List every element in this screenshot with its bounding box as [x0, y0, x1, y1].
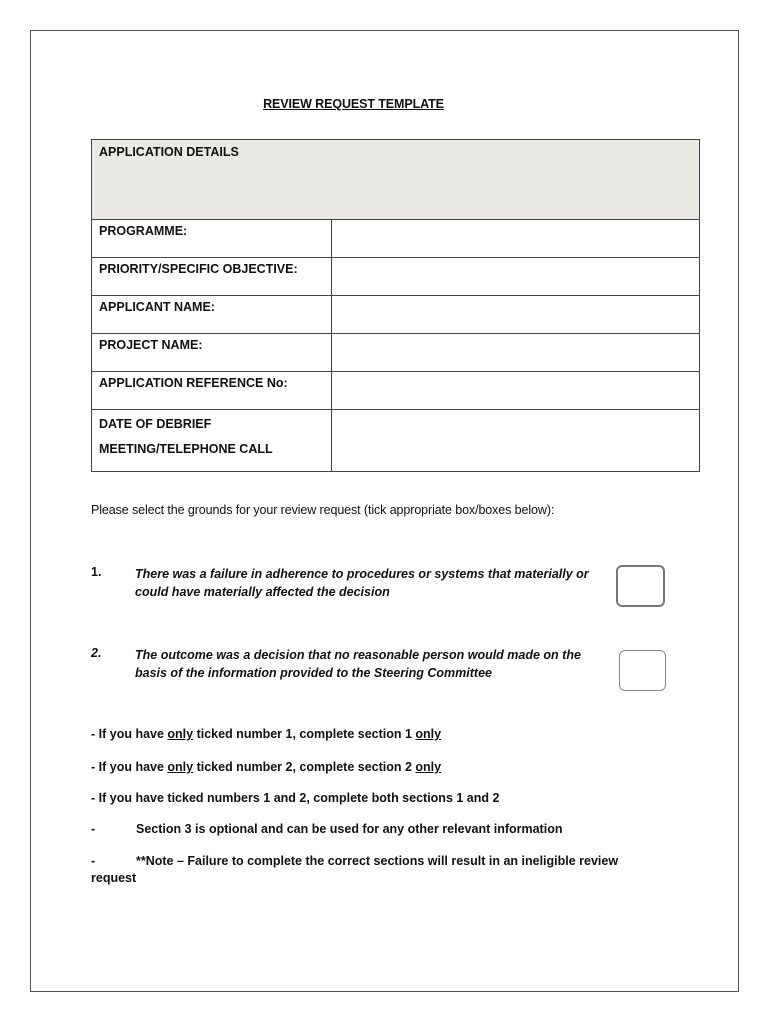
debrief-date-label — [92, 410, 332, 472]
applicant-name-field[interactable] — [332, 296, 700, 334]
ground-text: The outcome was a decision that no reasonable person would made on the basis of the information provided to the Steering Committee — [135, 648, 581, 680]
note-text: **Note – Failure to complete the correct sections will result in an ineligible review — [136, 854, 619, 868]
debrief-date-field[interactable] — [332, 410, 700, 472]
ground-1-checkbox[interactable] — [616, 565, 665, 607]
table-row — [92, 372, 700, 410]
note-both-sections: - If you have ticked numbers 1 and 2, complete both sections 1 and 2 — [91, 791, 500, 805]
note-text: Section 3 is optional and can be used for any other relevant information — [136, 822, 563, 836]
programme-field[interactable] — [332, 220, 700, 258]
application-details-table — [91, 139, 700, 472]
ground-number: 1. — [91, 565, 102, 579]
debrief-date-label-line1: DATE OF DEBRIEF — [99, 417, 212, 431]
ground-number: 2. — [91, 646, 102, 660]
only-emphasis: only — [167, 760, 194, 774]
project-name-label: PROJECT NAME: — [92, 334, 332, 372]
note-section-2: - If you have only ticked number 2, complete section 2 only — [91, 760, 442, 774]
ground-2-checkbox[interactable] — [619, 650, 666, 691]
table-row — [92, 410, 700, 472]
grounds-instruction: Please select the grounds for your review request (tick appropriate box/boxes below): — [91, 503, 555, 517]
document-title: REVIEW REQUEST TEMPLATE — [263, 97, 444, 111]
only-emphasis: only — [167, 727, 194, 741]
note-section-1: - If you have only ticked number 1, complete section 1 only — [91, 727, 442, 741]
debrief-date-label-line2: MEETING/TELEPHONE CALL — [99, 442, 273, 456]
project-name-field[interactable] — [332, 334, 700, 372]
application-reference-label: APPLICATION REFERENCE No: — [92, 372, 332, 410]
priority-objective-label: PRIORITY/SPECIFIC OBJECTIVE: — [92, 258, 332, 296]
document-page — [30, 30, 739, 992]
application-reference-field[interactable] — [332, 372, 700, 410]
table-row — [92, 220, 700, 258]
bullet-dash: - — [91, 822, 96, 836]
ground-text: There was a failure in adherence to procedures or systems that materially or could have materially affected the decision — [135, 567, 589, 599]
note-text-wrap: request — [91, 871, 137, 885]
bullet-dash: - — [91, 854, 96, 868]
applicant-name-label: APPLICANT NAME: — [92, 296, 332, 334]
table-row — [92, 296, 700, 334]
table-row — [92, 258, 700, 296]
priority-objective-field[interactable] — [332, 258, 700, 296]
programme-label: PROGRAMME: — [92, 220, 332, 258]
table-row — [92, 334, 700, 372]
only-emphasis: only — [415, 760, 442, 774]
application-details-header: APPLICATION DETAILS — [92, 140, 700, 220]
only-emphasis: only — [415, 727, 442, 741]
